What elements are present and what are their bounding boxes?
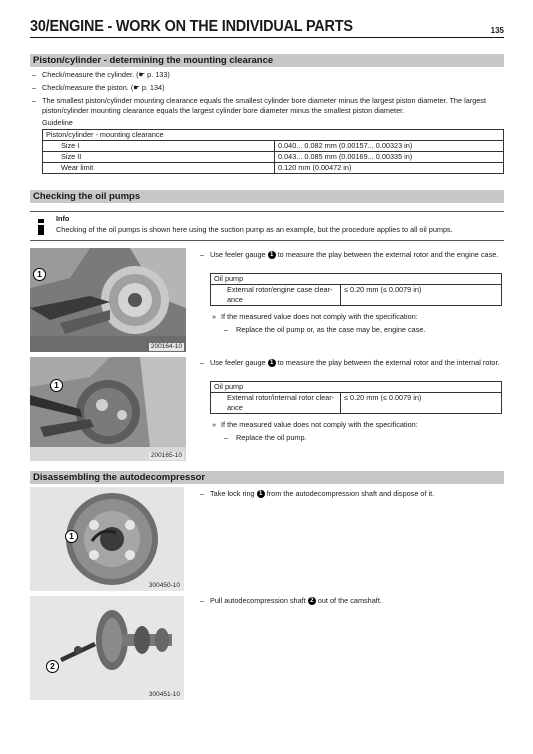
oil-pump-table-header: Oil pump <box>211 382 502 393</box>
step-text: to measure the play between the external rotor and the internal rotor. <box>277 358 500 367</box>
section-title-oil-pumps: Checking the oil pumps <box>30 190 504 203</box>
info-top-divider <box>30 211 504 212</box>
dash-bullet: – <box>224 433 229 442</box>
photo-reference-code: 300450-10 <box>148 582 180 589</box>
step-text: Use feeler gauge <box>210 358 266 367</box>
step-clearance-explanation: The smallest piston/cylinder mounting clearance equals the smallest cylinder bore diameter minus the largest piston diameter. The largest piston/cylinder mounting clearance equals the largest cylinder bore diameter minus the smallest piston diameter. <box>42 96 486 115</box>
oil-pump-table-1 <box>210 273 502 306</box>
photo-reference-code: 200165-10 <box>150 452 182 459</box>
dash-bullet: – <box>200 358 205 367</box>
condition-bullet: » <box>212 312 217 321</box>
oil-pump-photo-1 <box>30 248 186 352</box>
autodecompressor-photo-1 <box>30 487 184 591</box>
condition-text: If the measured value does not comply with the specification: <box>221 420 418 429</box>
callout-marker-1: 1 <box>33 268 46 281</box>
row-value-rotor-case: ≤ 0.20 mm (≤ 0.0079 in) <box>341 285 502 306</box>
number-marker-1: 1 <box>257 490 265 498</box>
dash-bullet: – <box>200 489 205 498</box>
row-label-rotor-rotor: External rotor/internal rotor clear-ance <box>211 393 341 414</box>
info-icon <box>34 218 48 236</box>
condition-text: If the measured value does not comply with the specification: <box>221 312 418 321</box>
oil-pump-table-header: Oil pump <box>211 274 502 285</box>
dash-bullet: – <box>224 325 229 334</box>
number-marker-1: 1 <box>268 251 276 259</box>
row-label-size-2: Size II <box>43 152 275 163</box>
camshaft-illustration <box>30 596 184 700</box>
action-replace-pump-or-case: Replace the oil pump or, as the case may be, engine case. <box>236 325 426 334</box>
step-feeler-gauge-engine-case <box>210 250 504 260</box>
guideline-label: Guideline <box>42 118 73 127</box>
row-value-rotor-rotor: ≤ 0.20 mm (≤ 0.0079 in) <box>341 393 502 414</box>
callout-marker-1: 1 <box>65 530 78 543</box>
dash-bullet: – <box>200 250 205 259</box>
page-header <box>30 18 504 38</box>
action-replace-pump: Replace the oil pump. <box>236 433 307 442</box>
step-text: to measure the play between the external rotor and the engine case. <box>277 250 499 259</box>
info-text: Checking of the oil pumps is shown here using the suction pump as an example, but the procedure applies to all oil pumps. <box>56 225 453 234</box>
section-title-autodecompressor: Disassembling the autodecompressor <box>30 471 504 484</box>
photo-reference-code: 300451-10 <box>148 691 180 698</box>
photo-reference-code: 200164-10 <box>150 343 182 350</box>
row-label-wear-limit: Wear limit <box>43 163 275 174</box>
row-label-size-1: Size I <box>43 141 275 152</box>
clearance-table <box>42 129 504 174</box>
step-text: from the autodecompression shaft and dispose of it. <box>266 489 435 498</box>
row-value-size-2: 0.043... 0.085 mm (0.00169... 0.00335 in) <box>275 152 504 163</box>
oil-pump-table-2 <box>210 381 502 414</box>
step-pull-autodecompression-shaft <box>210 596 504 606</box>
step-text: Pull autodecompression shaft <box>210 596 306 605</box>
callout-marker-1: 1 <box>50 379 63 392</box>
oil-pump-illustration-2 <box>30 357 186 461</box>
dash-bullet: – <box>32 96 37 105</box>
autodecompressor-photo-2 <box>30 596 184 700</box>
dash-bullet: – <box>200 596 205 605</box>
step-text: Take lock ring <box>210 489 255 498</box>
chapter-title: 30/ENGINE - WORK ON THE INDIVIDUAL PARTS <box>30 18 353 35</box>
step-text: out of the camshaft. <box>317 596 382 605</box>
step-feeler-gauge-internal-rotor <box>210 358 504 368</box>
oil-pump-photo-2 <box>30 357 186 461</box>
row-value-size-1: 0.040... 0.082 mm (0.00157... 0.00323 in) <box>275 141 504 152</box>
number-marker-1: 1 <box>268 359 276 367</box>
page-number: 135 <box>490 26 504 35</box>
row-label-rotor-case: External rotor/engine case clear-ance <box>211 285 341 306</box>
camshaft-gear-illustration <box>30 487 184 591</box>
clearance-table-header: Piston/cylinder - mounting clearance <box>43 130 504 141</box>
condition-bullet: » <box>212 420 217 429</box>
dash-bullet: – <box>32 83 37 92</box>
step-text: Use feeler gauge <box>210 250 266 259</box>
oil-pump-illustration-1 <box>30 248 186 352</box>
info-bottom-divider <box>30 240 504 241</box>
step-check-piston: Check/measure the piston. (☛ p. 134) <box>42 83 165 92</box>
row-value-wear-limit: 0.120 mm (0.00472 in) <box>275 163 504 174</box>
number-marker-2: 2 <box>308 597 316 605</box>
section-title-piston-cylinder: Piston/cylinder - determining the mounting clearance <box>30 54 504 67</box>
callout-marker-2: 2 <box>46 660 59 673</box>
info-title: Info <box>56 214 70 223</box>
step-take-lock-ring <box>210 489 504 499</box>
step-check-cylinder: Check/measure the cylinder. (☛ p. 133) <box>42 70 170 79</box>
dash-bullet: – <box>32 70 37 79</box>
